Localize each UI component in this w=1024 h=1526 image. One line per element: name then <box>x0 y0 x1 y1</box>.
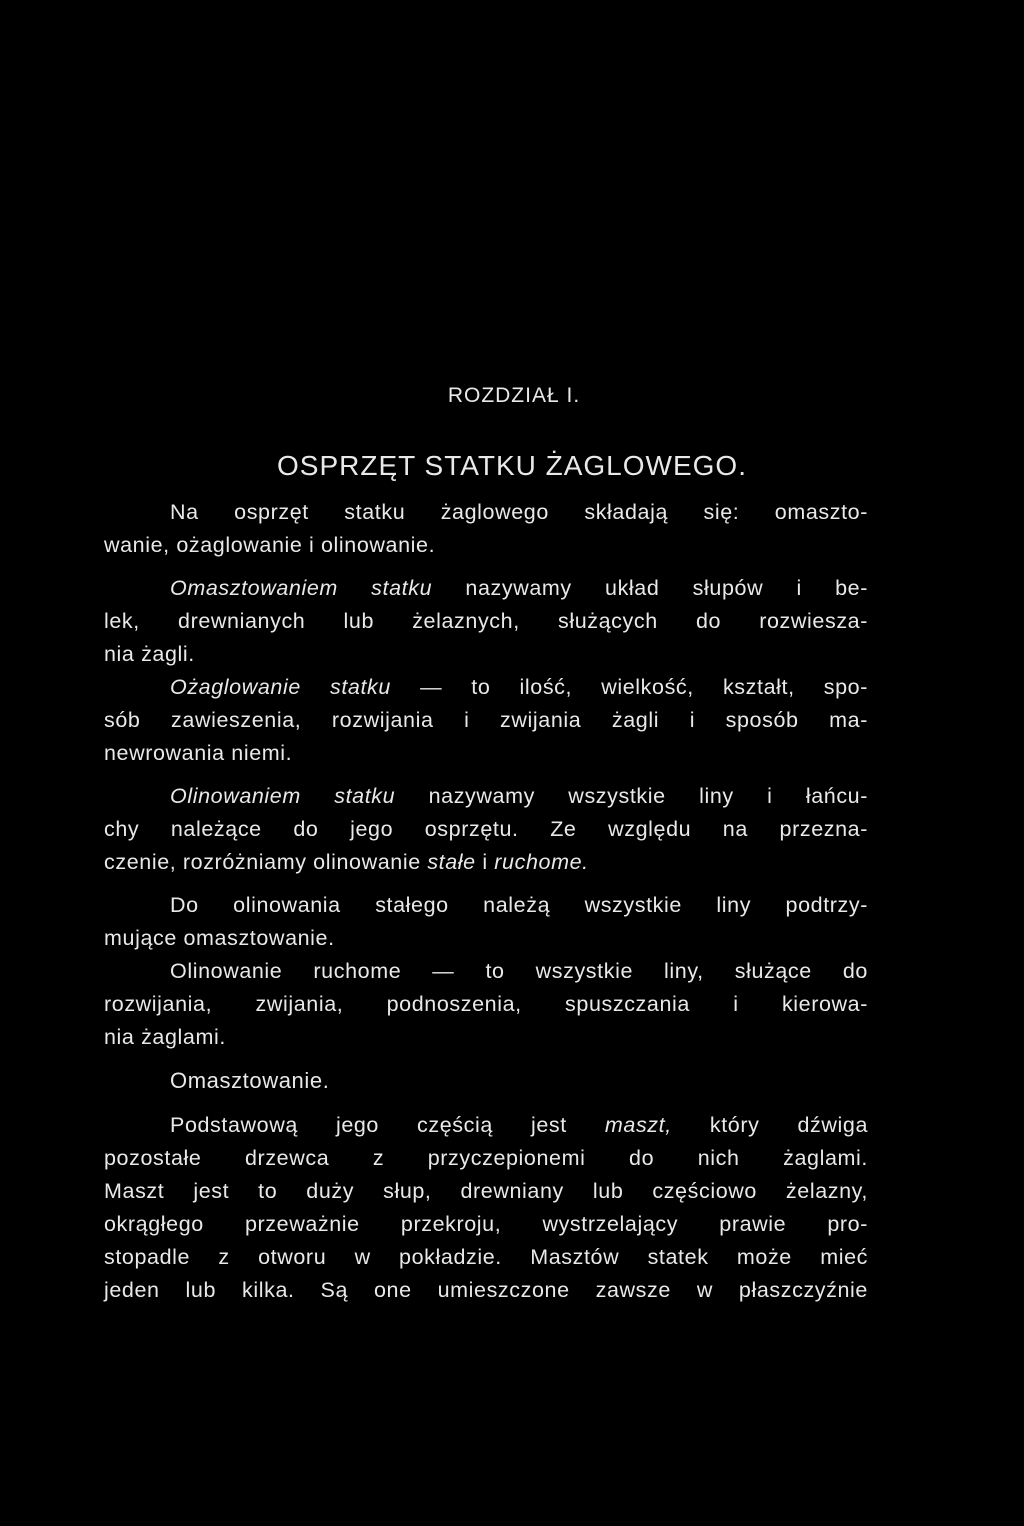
text-segment: czenie, rozróżniamy olinowanie <box>104 850 428 874</box>
text-line <box>104 737 868 770</box>
text-line <box>104 780 868 813</box>
text-segment: Omasztowanie. <box>170 1068 330 1093</box>
text-segment: chy należące do jego osprzętu. Ze względu na przezna- <box>104 817 868 841</box>
text-line <box>104 1241 868 1274</box>
text-line <box>104 813 868 846</box>
text-line <box>104 704 868 737</box>
text-segment: nazywamy układ słupów i be- <box>432 576 868 600</box>
italic-term: Ożaglowanie statku <box>170 675 391 699</box>
text-line <box>104 1142 868 1175</box>
text-segment: nia żaglami. <box>104 1025 226 1049</box>
text-line <box>104 889 868 922</box>
text-line <box>104 988 868 1021</box>
text-line <box>104 1208 868 1241</box>
text-segment: Olinowanie ruchome — to wszystkie liny, służące do <box>170 959 868 983</box>
text-segment: newrowania niemi. <box>104 741 293 765</box>
italic-term: ruchome. <box>494 850 589 874</box>
text-segment: mujące omasztowanie. <box>104 926 335 950</box>
text-segment: Na osprzęt statku żaglowego składają się: omaszto- <box>170 500 868 524</box>
text-segment: jeden lub kilka. Są one umieszczone zawsze w płaszczyźnie <box>104 1278 868 1302</box>
text-segment: sób zawieszenia, rozwijania i zwijania żagli i sposób ma- <box>104 708 868 732</box>
text-segment: Podstawową jego częścią jest <box>170 1113 605 1137</box>
text-segment: — to ilość, wielkość, kształt, spo- <box>390 675 868 699</box>
text-segment: który dźwiga <box>671 1113 868 1137</box>
italic-term: stałe <box>427 850 476 874</box>
text-line <box>104 922 868 955</box>
italic-term: Olinowaniem statku <box>170 784 396 808</box>
chapter-title: OSPRZĘT STATKU ŻAGLOWEGO. <box>277 450 747 481</box>
text-segment: okrągłego przeważnie przekroju, wystrzelający prawie pro- <box>104 1212 868 1236</box>
text-segment: Do olinowania stałego należą wszystkie liny podtrzy- <box>170 893 868 917</box>
text-line <box>104 1109 868 1142</box>
text-segment: lek, drewnianych lub żelaznych, służących do rozwiesza- <box>104 609 868 633</box>
text-segment: nazywamy wszystkie liny i łańcu- <box>395 784 868 808</box>
text-segment: nia żagli. <box>104 642 195 666</box>
text-line <box>104 1175 868 1208</box>
text-segment: rozwijania, zwijania, podnoszenia, spuszczania i kierowa- <box>104 992 868 1016</box>
italic-term: Omasztowaniem statku <box>170 576 433 600</box>
text-segment: i <box>475 850 495 874</box>
section-subheading <box>104 1064 868 1097</box>
text-line <box>104 638 868 671</box>
text-segment: stopadle z otworu w pokładzie. Masztów statek może mieć <box>104 1245 868 1269</box>
text-segment: wanie, ożaglowanie i olinowanie. <box>104 533 436 557</box>
text-segment: pozostałe drzewca z przyczepionemi do nich żaglami. <box>104 1146 868 1170</box>
text-line <box>104 529 868 562</box>
text-line <box>104 605 868 638</box>
text-line <box>104 572 868 605</box>
italic-term: maszt, <box>604 1113 672 1137</box>
text-line <box>104 846 868 879</box>
text-line <box>104 671 868 704</box>
chapter-label: ROZDZIAŁ I. <box>447 384 581 407</box>
text-line <box>104 1021 868 1054</box>
chapter-body <box>104 496 868 1307</box>
text-line <box>104 1274 868 1307</box>
text-segment: Maszt jest to duży słup, drewniany lub częściowo żelazny, <box>104 1179 868 1203</box>
text-line <box>104 955 868 988</box>
text-line <box>104 496 868 529</box>
